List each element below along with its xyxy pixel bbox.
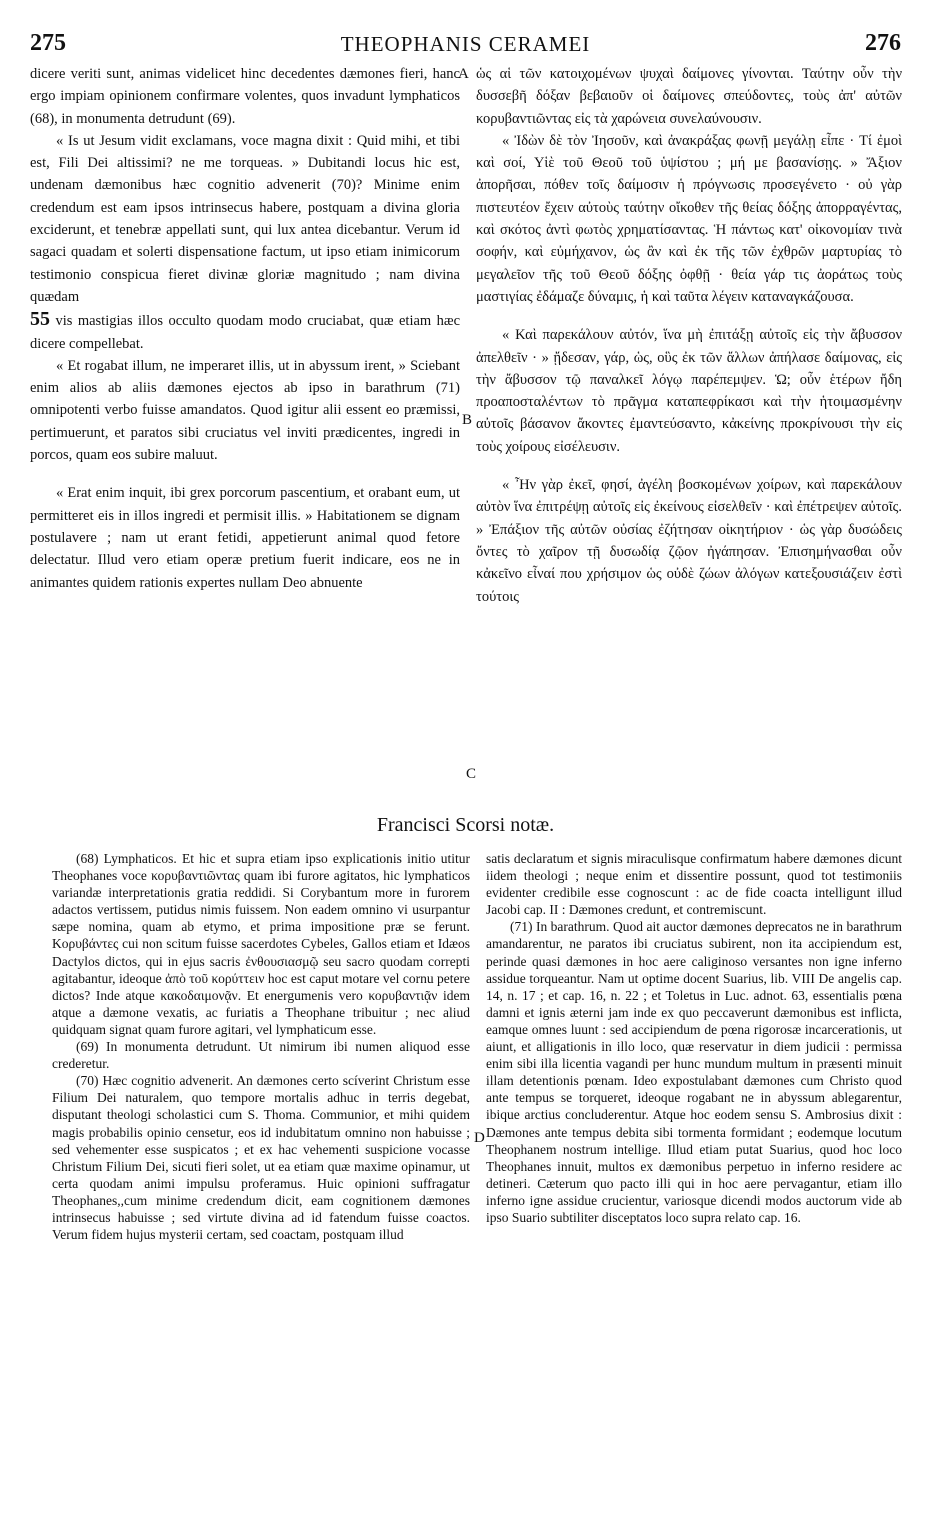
latin-paragraph: « Is ut Jesum vidit exclamans, voce magna dixit : Quid mihi, et tibi est, Fili Dei altissimi? ne me torqueas. » Dubitandi locus hic est, undenam dæmonibus hæc cognitio advenerit (70)? Minime enim credendum est eam ipsos intrinsecus habere, postquam a divina gloria exciderunt, et tenebræ appellati sunt, qui lux antea dicebantur. Verum id sagaci quadam et solerti dispensatione factum, ut ipso etiam inimicorum testimonio conspicua fieret divinæ gloriæ magnitudo ; nam divina quædam (30, 132, 460, 305)
section-marker-d: D (474, 1130, 485, 1146)
latin-column (30, 63, 460, 808)
greek-paragraph: « Καὶ παρεκάλουν αὐτόν, ἵνα μὴ ἐπιτάξῃ αὐτοῖς εἰς τὴν ἄβυσσον ἀπελθεῖν · » ᾔδεσαν, γάρ, ὡς, οὓς ἐκ τῶν ἄλλων ἀπήλασε δαίμονας, εἰς τὴν ἄβυσσον τῷ παναλκεῖ λόγῳ παρέπεμψεν. Ὡ; οὖν ἑτέρων ἤδη προαποσταλέντων τὸ πρᾶγμα καταπεφρίκασι καὶ τὴν ἡτοιμασμένην αὐτοῖς βάσανον ἄκοντες ἐμαντεύσαντο, κἀκείνης προκρίνουσι τὴν εἰς τοὺς χοίρους εἰσέλευσιν. (476, 327, 902, 455)
page-header (30, 30, 901, 60)
latin-paragraph: dicere veriti sunt, animas videlicet hinc decedentes dæmones fieri, hanc ergo impiam opinionem confirmare volentes, quos invadunt lymphaticos (68), in monumenta detrudunt (69). (30, 66, 460, 127)
note-paragraph: satis declaratum et signis miraculisque confirmatum habere dæmones dicunt iidem theologi ; neque enim et dissentire possunt, quod tot testimoniis evidenter credibile esse cognoscunt : ac de fide coacta intelligunt illud Jacobi cap. II : Dæmones credunt, et contremiscunt. (486, 851, 902, 918)
section-marker-c: C (466, 766, 477, 782)
paragraph-gap (30, 466, 460, 482)
running-title: THEOPHANIS CERAMEI (340, 32, 591, 56)
latin-paragraph-text: vis mastigias illos occulto quodam modo cruciabat, quæ etiam hæc dicere compellebat. (30, 313, 460, 352)
latin-paragraph: « Et rogabat illum, ne imperaret illis, ut in abyssum irent, » Sciebant enim alios ab aliis dæmones ejectos ab ipso in barathrum (71) omnipotenti verbo fuisse amandatos. Quod igitur alii essent eo præmissi, pertimuerunt, et paratos sibi cruciatus vel inviti prædicentes, ingredi in porcos, quam eos subire maluut. (30, 357, 460, 464)
notes-left-column (52, 850, 470, 1530)
notes-title: Francisci Scorsi notæ. (376, 814, 555, 836)
note-paragraph: (71) In barathrum. Quod ait auctor dæmones deprecatos ne in barathrum amandarentur, ne paratos ibi cruciatus subirent, non ita accipiendum est, perinde quasi dæmones in hoc aere caliginoso versantes non igne inferno assidue torqueantur. Nam ut optime docent Suarius, lib. VIII De angelis cap. 14, n. 17 ; et cap. 16, n. 22 ; et Toletus in Luc. adnot. 63, essentialis pœna damni et ignis æterni jam inde ex quo peccaverunt dæmonibus est inflicta, eamque omnes luunt : sed accipiendum de pœna rigorosæ incarcerationis, ut aiunt, et alligationis in illo loco, quæ reservatur in diem judicii : permissa enim sibi illa licentia vagandi per hunc mundum multum in præsenti minuit illam detentionis pœnam. Ideo expostulabant dæmones cum Christo quod ante tempus se torqueret, ideoque rogabant ne in abyssum ablegarentur, ibique arctius concluderentur. Atque hoc eodem sensu S. Ambrosius dixit : Dæmones ante tempus debita sibi tormenta formidant ; eodemque locutum Theophanem nostrum intellige. Illud etiam putat Suarius, quod hoc loco Theophanes innuit, multos ex dæmonibus perpetuo in inferno residere ac detineri. Cæterum quo pacto illi qui in hoc aere pervagantur, etiam illo inferno igne assidue crucientur, variosque dicendi modos auctorum vide ab ipso Suario subtiliter disceptatos loco supra relato cap. 16. (486, 919, 902, 1225)
paragraph-gap (476, 458, 902, 474)
note-paragraph: (69) In monumenta detrudunt. Ut nimirum ibi numen aliquod esse crederetur. (52, 1039, 470, 1072)
margin-number: 55 (30, 308, 50, 331)
page-number-left: 275 (30, 30, 66, 56)
paragraph-gap (476, 308, 902, 324)
page-number-right: 276 (865, 30, 901, 56)
note-paragraph: (68) Lymphaticos. Et hic et supra etiam ipso explicationis initio utitur Theophanes voce κορυβαντιῶντας quam ibi furore agitatos, hic lymphaticos variandæ interpretationis gratia reddidi. Si Corybantum more in furorem adactos vertissem, putidus nimis fuissem. Non eadem omnino vi usurpantur sæpe nomina, quam ab etymo, et prima impositione præ se ferunt. Κορυβάντες cui non scitum fuisse sacerdotes Cybeles, Gallos etiam et Idæos Dactylos dictos, qui in ejus sacris ἐνθουσιασμῷ seu sacro quodam correpti agitabantur, ideoque ἀπὸ τοῦ κορύττειν hoc est caput motare vel cornu petere dictos? Inde atque κακοδαιμονᾷν. Et energumenis vero κορυβαντιᾷν idem atque a dæmone vexatis, ac furiatis a Theophane tribuitur ; nec aliud quidquam signat quam furore agitari, vel lymphaticum esse. (52, 851, 470, 1037)
greek-paragraph: « Ἰδὼν δὲ τὸν Ἰησοῦν, καὶ ἀνακράξας φωνῇ μεγάλῃ εἶπε · Τί ἐμοὶ καὶ σοί, Υἱὲ τοῦ Θεοῦ τοῦ ὑψίστου ; μή με βασανίσῃς. » Ἄξιον ἀπορῆσαι, πόθεν τοῖς δαίμοσιν ἡ πρόγνωσις προσεγένετο · οὐ γὰρ πιστευτέον ἔχειν αὐτοὺς ταύτην οἴκοθεν τῆς θείας δόξης ἀπορραγέντας, καὶ σκότος ἀντὶ φωτὸς χρηματίσαντας. Ἡ πάντως κατ' οἰκονομίαν τινὰ σοφήν, καὶ εὐμήχανον, ὡς ἂν καὶ ἐκ τῆς τῶν ἐχθρῶν μαρτυρίας τὸ μεγαλεῖον τῆς τοῦ Θεοῦ δόξης ὀφθῇ · θεία γάρ τις ἀοράτως τοὺς μαστιγίας ἐδάμαζε δύναμις, ἡ καὶ ταῦτα λέγειν καταναγκάζουσα. (476, 132, 902, 305)
greek-paragraph: « Ἦν γὰρ ἐκεῖ, φησί, ἀγέλη βοσκομένων χοίρων, καὶ παρεκάλουν αὐτὸν ἵνα ἐπιτρέψῃ αὐτοῖς εἰς ἐκείνους εἰσελθεῖν · καὶ ἐπέτρεψεν αὐτοῖς. » Ἐπάξιον τῆς αὐτῶν οὐσίας ἐζήτησαν οἰκητήριον · ὡς γὰρ δυσώδεις ὄντες τὸ χαῖρον τῇ δυσωδίᾳ ζῷον ἠγάπησαν. Ἐπισημήνασθαι οὖν κἀκεῖνο εἶναί που χρήσιμον ὡς οὐδὲ ζώων ἀλόγων κατεξουσιάζειν ἐστὶ τούτοις (476, 477, 902, 605)
note-paragraph: (70) Hæc cognitio advenerit. An dæmones certo scíverint Christum esse Filium Dei naturalem, quo tempore mortalis adhuc in terris degebat, disputant theologi scholastici cum S. Thoma. Communior, et mihi quidem magis probabilis opinio censetur, eos id indubitatum omnino non habuisse ; sed vehementer esse suspicatos ; et ex hac vehementi suspicione vocasse Christum Filium Dei, sicuti fieri solet, ut ea etiam quæ maxime opinamur, ut certa quodam animi impulsu proferamus. Huic opinioni suffragatur Theophanes,,cum minime credendum dicit, eam cognitionem dæmones intrinsecus habuisse ; sed virtute divina ad id fatendum fuisse coactos. Verum fidem hujus mysterii certam, sed coactam, postquam illud (52, 1073, 470, 1243)
notes-right-column (486, 850, 902, 1530)
latin-paragraph-continued (30, 308, 460, 355)
latin-paragraph: « Erat enim inquit, ibi grex porcorum pascentium, et orabant eum, ut permitteret eis in illos ingredi et permisit illis. » Habitationem se dignam postulavere ; nam ut erant fetidi, appetierunt animal quod fetore delectatur. Illud vero etiam operæ pretium fuerit indicare, eos ne in animantes quidem rationis expertes nullam Deo abnuente (30, 485, 460, 591)
section-marker-b: B (462, 412, 473, 428)
greek-column (476, 63, 902, 808)
section-marker-a: A (458, 66, 469, 82)
greek-paragraph: ὡς αἱ τῶν κατοιχομένων ψυχαὶ δαίμονες γίνονται. Ταύτην οὖν τὴν δυσσεβῆ δόξαν βεβαιοῦν οἱ δαίμονες σπεύδοντες, τοὺς ἀπ' αὐτῶν κορυβαντιῶντας εἰς τὰ χαρώνεια συνελαύνουσιν. (476, 66, 902, 127)
